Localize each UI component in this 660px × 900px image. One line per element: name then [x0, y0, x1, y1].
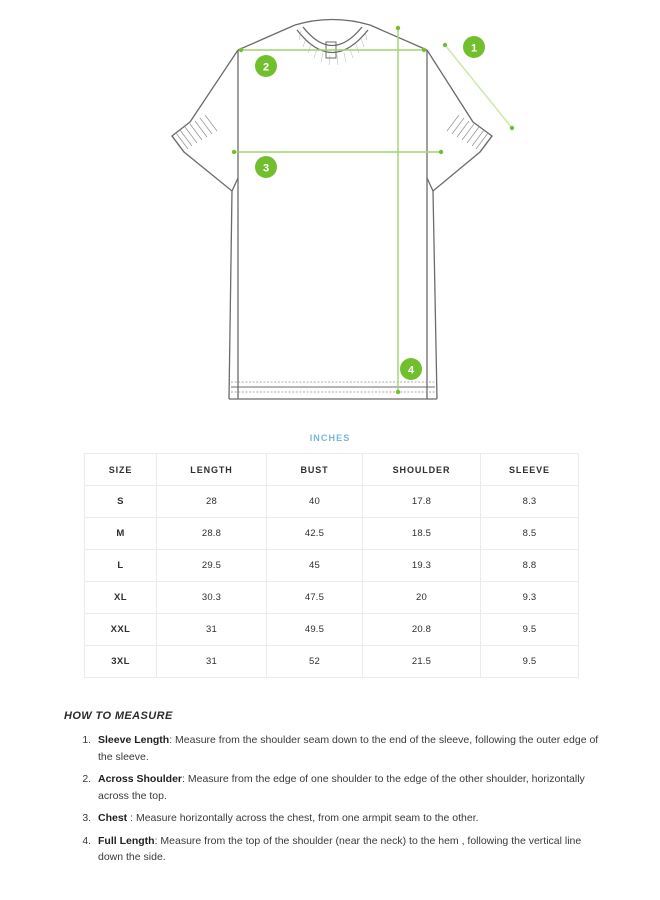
marker-1	[463, 36, 485, 58]
cell-shoulder: 19.3	[363, 550, 481, 582]
left-cuff	[172, 115, 217, 152]
cell-shoulder: 18.5	[363, 518, 481, 550]
cell-size: S	[85, 486, 157, 518]
measure-text: Measure from the edge of one shoulder to the edge of the other shoulder, horizontally across the top.	[98, 773, 585, 802]
cell-length: 31	[157, 614, 267, 646]
column-header-length: LENGTH	[157, 454, 267, 486]
cell-length: 28.8	[157, 518, 267, 550]
table-header-row	[85, 454, 579, 486]
unit-label: INCHES	[309, 433, 351, 443]
cell-bust: 47.5	[267, 582, 363, 614]
marker-2-label: 2	[262, 61, 270, 74]
measure-separator: :	[154, 834, 158, 847]
measure-text: Measure from the top of the shoulder (near the neck) to the hem , following the vertical line down the side.	[98, 834, 582, 863]
marker-3	[255, 156, 277, 178]
shirt-outline	[172, 25, 492, 399]
cell-shoulder: 21.5	[363, 646, 481, 678]
list-item	[94, 833, 604, 866]
column-header-size: SIZE	[85, 454, 157, 486]
list-item	[94, 771, 604, 804]
size-chart-table	[84, 453, 579, 678]
column-header-sleeve: SLEEVE	[481, 454, 579, 486]
cell-bust: 42.5	[267, 518, 363, 550]
list-item	[94, 810, 604, 827]
cell-bust: 40	[267, 486, 363, 518]
measure-term: Full Length	[98, 834, 155, 847]
cell-sleeve: 8.5	[481, 518, 579, 550]
cell-bust: 45	[267, 550, 363, 582]
cell-shoulder: 20	[363, 582, 481, 614]
measure-text: Measure horizontally across the chest, from one armpit seam to the other.	[133, 812, 479, 824]
marker-4	[400, 358, 422, 380]
list-item	[94, 732, 604, 765]
cell-length: 30.3	[157, 582, 267, 614]
measure-separator: :	[127, 812, 134, 824]
table-row	[85, 486, 579, 518]
cell-bust: 52	[267, 646, 363, 678]
cell-size: L	[85, 550, 157, 582]
table-row	[85, 614, 579, 646]
column-header-shoulder: SHOULDER	[363, 454, 481, 486]
table-row	[85, 646, 579, 678]
shirt-collar	[295, 20, 370, 53]
measure-text: Measure from the shoulder seam down to the end of the sleeve, following the outer edge of the sleeve.	[98, 734, 599, 763]
how-to-measure-title: HOW TO MEASURE	[64, 710, 173, 722]
measure-separator: :	[182, 773, 185, 785]
marker-4-label: 4	[407, 364, 415, 377]
right-cuff	[447, 115, 492, 152]
collar-stitching	[299, 31, 367, 65]
guide-chest	[232, 150, 443, 154]
shirt-diagram-svg	[0, 0, 660, 425]
marker-1-label: 1	[470, 42, 478, 55]
cell-shoulder: 17.8	[363, 486, 481, 518]
hem-stitching	[231, 382, 435, 392]
how-to-measure-list	[64, 732, 604, 866]
marker-2	[255, 55, 277, 77]
cell-sleeve: 9.5	[481, 646, 579, 678]
table-row	[85, 550, 579, 582]
measure-term: Sleeve Length	[98, 734, 170, 746]
measure-term: Across Shoulder	[98, 773, 183, 785]
cell-sleeve: 9.3	[481, 582, 579, 614]
cell-size: M	[85, 518, 157, 550]
table-row	[85, 518, 579, 550]
cell-size: 3XL	[85, 646, 157, 678]
cell-length: 31	[157, 646, 267, 678]
size-chart-table-container	[84, 453, 578, 678]
cell-size: XXL	[85, 614, 157, 646]
cell-shoulder: 20.8	[363, 614, 481, 646]
cell-bust: 49.5	[267, 614, 363, 646]
measure-term: Chest	[98, 812, 128, 824]
cell-sleeve: 8.8	[481, 550, 579, 582]
marker-3-label: 3	[262, 162, 270, 175]
cell-sleeve: 8.3	[481, 486, 579, 518]
measure-separator: :	[169, 734, 173, 746]
table-row	[85, 582, 579, 614]
guide-full-length	[396, 26, 400, 394]
shirt-diagram-section	[0, 0, 660, 425]
how-to-measure-section	[64, 710, 604, 872]
cell-length: 29.5	[157, 550, 267, 582]
column-header-bust: BUST	[267, 454, 363, 486]
cell-sleeve: 9.5	[481, 614, 579, 646]
cell-size: XL	[85, 582, 157, 614]
cell-length: 28	[157, 486, 267, 518]
